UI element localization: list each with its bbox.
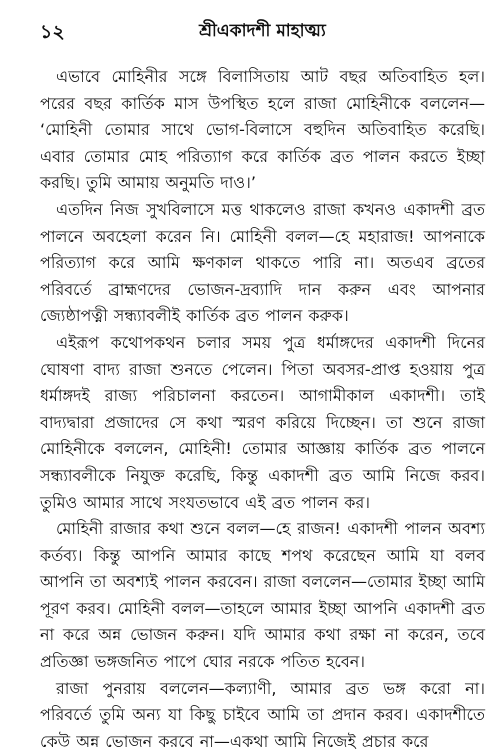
body-text	[40, 64, 485, 755]
page-header	[40, 18, 485, 44]
paragraph-3: এইরূপ কথোপকথন চলার সময় পুত্র ধর্মাঙ্গদের একাদশী দিনের ঘোষণা বাদ্য রাজা শুনতে পেলেন। পিতা অবসর-প্রাপ্ত হওয়ায় পুত্র ধর্মাঙ্গদই রাজ্য পরিচালনা করতেন। আগামীকাল একাদশী। তাই বাদ্যদ্বারা প্রজাদের সে কথা স্মরণ করিয়ে দিচ্ছেন। তা শুনে রাজা মোহিনীকে বললেন, মোহিনী! তোমার আজ্ঞায় কার্তিক ব্রত পালনে সন্ধ্যাবলীকে নিযুক্ত করেছি, কিন্তু একাদশী ব্রত আমি নিজে করব। তুমিও আমার সাথে সংযতভাবে এই ব্রত পালন কর।	[40, 332, 485, 512]
running-title: শ্রীএকাদশী মাহাত্ম্য	[199, 21, 326, 41]
paragraph-5: রাজা পুনরায় বললেন—কল্যাণী, আমার ব্রত ভঙ্গ করো না। পরিবর্তে তুমি অন্য যা কিছু চাইবে আমি তা প্রদান করব। একাদশীতে কেউ অন্ন ভোজন করবে না—একথা আমি নিজেই প্রচার করে	[40, 678, 485, 751]
paragraph-1: এভাবে মোহিনীর সঙ্গে বিলাসিতায় আট বছর অতিবাহিত হল। পরের বছর কার্তিক মাস উপস্থিত হলে রাজা মোহিনীকে বললেন— ‘মোহিনী তোমার সাথে ভোগ-বিলাসে বহুদিন অতিবাহিত করেছি। এবার তোমার মোহ পরিত্যাগ করে কার্তিক ব্রত পালন করতে ইচ্ছা করছি। তুমি আমায় অনুমতি দাও।’	[40, 67, 485, 193]
page-number: ১২	[40, 21, 65, 43]
paragraph-4: মোহিনী রাজার কথা শুনে বলল—হে রাজন! একাদশী পালন অবশ্য কর্তব্য। কিন্তু আপনি আমার কাছে শপথ করেছেন আমি যা বলব আপনি তা অবশ্যই পালন করবেন। রাজা বললেন—তোমার ইচ্ছা আমি পূরণ করব। মোহিনী বলল—তাহলে আমার ইচ্ছা আপনি একাদশী ব্রত না করে অন্ন ভোজন করুন। যদি আমার কথা রক্ষা না করেন, তবে প্রতিজ্ঞা ভঙ্গজনিত পাপে ঘোর নরকে পতিত হবেন।	[40, 519, 485, 672]
paragraph-2: এতদিন নিজ সুখবিলাসে মত্ত থাকলেও রাজা কখনও একাদশী ব্রত পালনে অবহেলা করেন নি। মোহিনী বলল—হে মহারাজ! আপনাকে পরিত্যাগ করে আমি ক্ষণকাল থাকতে পারি না। অতএব ব্রতের পরিবর্তে ব্রাহ্মণদের ভোজন-দ্রব্যাদি দান করুন এবং আপনার জ্যেষ্ঠাপত্নী সন্ধ্যাবলীই কার্তিক ব্রত পালন করুক।	[40, 199, 485, 326]
